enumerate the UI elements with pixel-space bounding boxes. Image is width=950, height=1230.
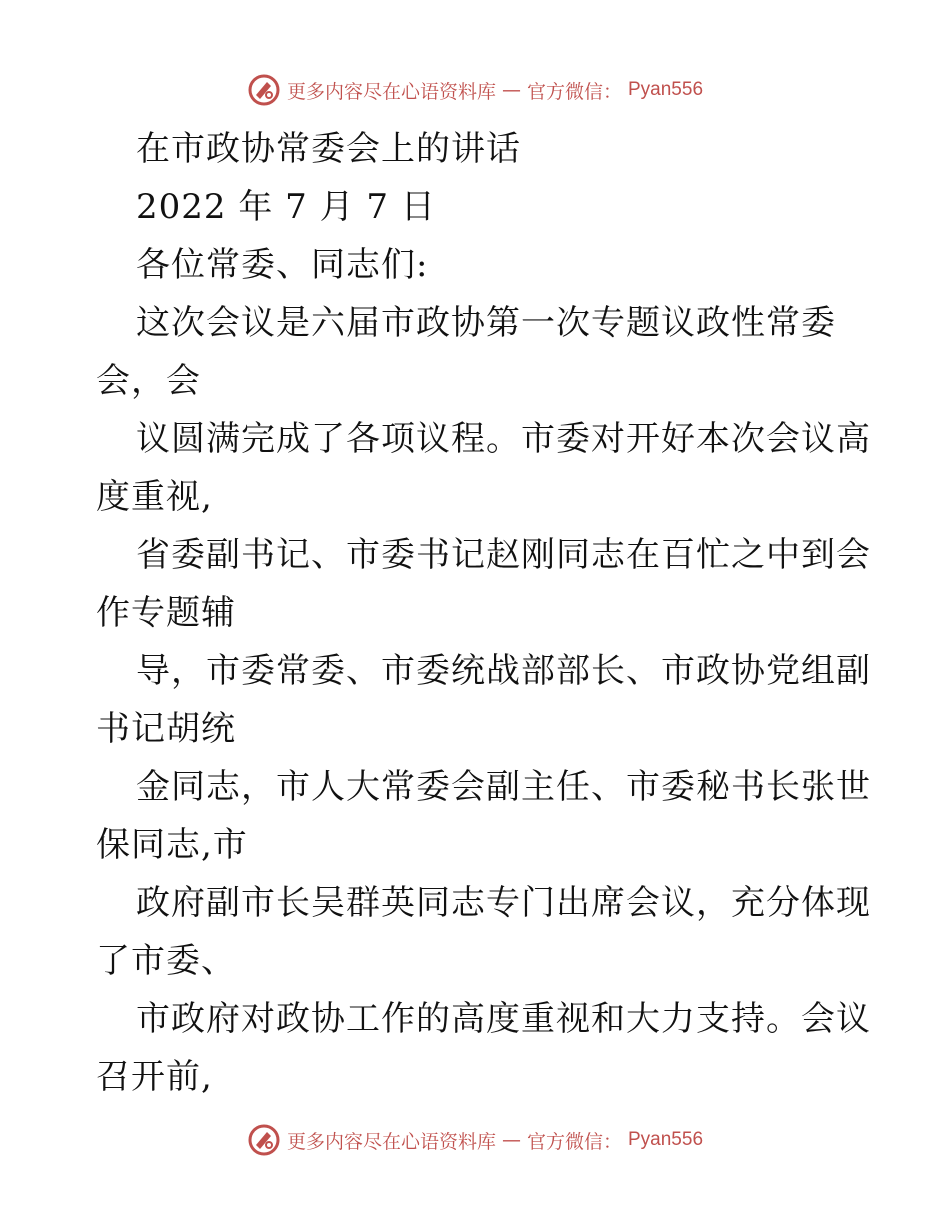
paragraph-line: 这次会议是六届市政协第一次专题议政性常委 bbox=[136, 303, 836, 343]
salutation: 各位常委、同志们: bbox=[136, 245, 429, 285]
paragraph-line: 书记胡统 bbox=[96, 709, 236, 749]
paragraph-line: 导，市委常委、市委统战部部长、市政协党组副 bbox=[136, 651, 871, 691]
banner-wechat-label: 官方微信： bbox=[526, 80, 622, 103]
paragraph-line: 政府副市长吴群英同志专门出席会议，充分体现 bbox=[136, 883, 871, 923]
brand-logo-icon bbox=[247, 1123, 281, 1157]
banner-separator: — bbox=[501, 1129, 521, 1151]
paragraph-line: 金同志，市人大常委会副主任、市委秘书长张世 bbox=[136, 767, 871, 807]
document-body bbox=[96, 120, 871, 1106]
paragraph-line: 会，会 bbox=[96, 361, 201, 401]
banner-wechat-id: Pyan556 bbox=[628, 79, 704, 100]
document-title: 在市政协常委会上的讲话 bbox=[136, 129, 521, 169]
paragraph-line: 了市委、 bbox=[96, 941, 236, 981]
footer-banner bbox=[0, 1120, 950, 1160]
paragraph-line: 市政府对政协工作的高度重视和大力支持。会议 bbox=[136, 999, 871, 1039]
brand-logo-icon bbox=[247, 73, 281, 107]
document-date: 2022 年 7 月 7 日 bbox=[136, 187, 436, 227]
banner-text: 更多内容尽在心语资料库 bbox=[286, 80, 496, 103]
paragraph-line: 作专题辅 bbox=[96, 593, 236, 633]
banner-text: 更多内容尽在心语资料库 bbox=[286, 1130, 496, 1153]
header-banner bbox=[0, 70, 950, 110]
banner-wechat-id: Pyan556 bbox=[628, 1129, 704, 1150]
paragraph-line: 省委副书记、市委书记赵刚同志在百忙之中到会 bbox=[136, 535, 871, 575]
paragraph-line: 度重视, bbox=[96, 477, 213, 517]
paragraph-line: 议圆满完成了各项议程。市委对开好本次会议高 bbox=[136, 419, 871, 459]
banner-wechat-label: 官方微信： bbox=[526, 1130, 622, 1153]
paragraph-line: 召开前, bbox=[96, 1057, 213, 1097]
paragraph-line: 保同志,市 bbox=[96, 825, 248, 865]
banner-separator: — bbox=[501, 79, 521, 101]
